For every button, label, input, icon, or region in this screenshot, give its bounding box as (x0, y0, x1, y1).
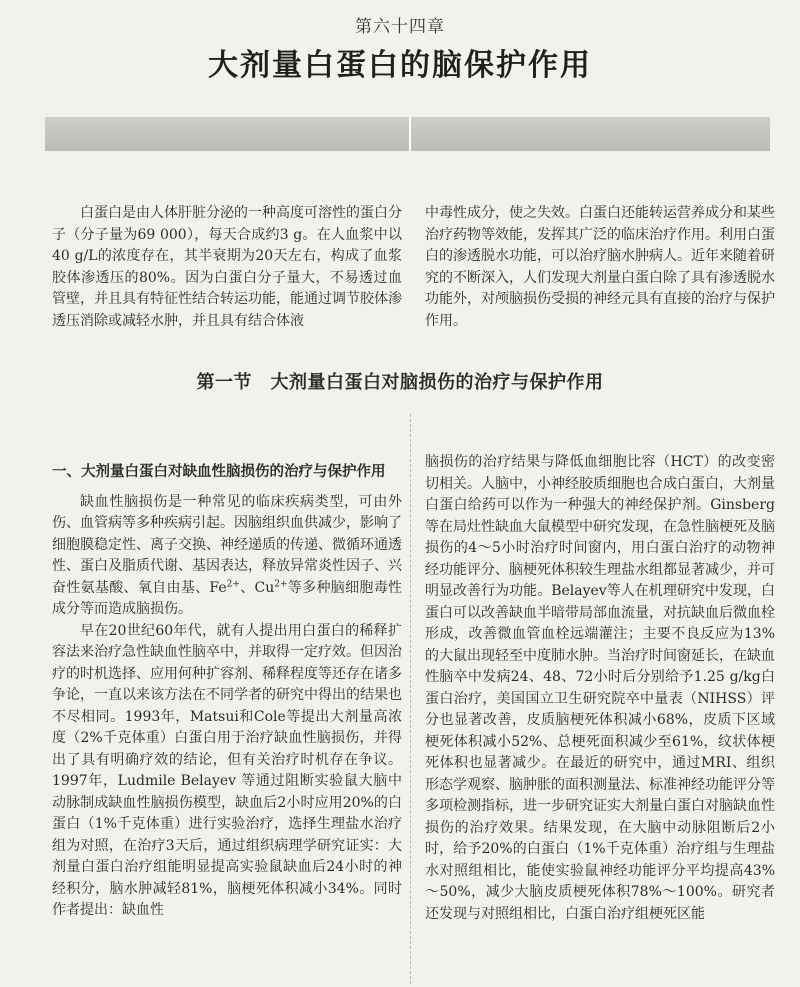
section-title: 第一节 大剂量白蛋白对脑损伤的治疗与保护作用 (196, 372, 604, 393)
intro-paragraph-continued: 中毒性成分，使之失效。白蛋白还能转运营养成分和某些治疗药物等效能，发挥其广泛的临床治疗作用。利用白蛋白的渗透脱水功能，可以治疗脑水肿病人。近年来随着研究的不断深入，人们发现大剂量白蛋白除了具有渗透脱水功能外，对颅脑损伤受损的神经元具有直接的治疗与保护作用。 (425, 205, 775, 329)
chapter-title: 大剂量白蛋白的脑保护作用 (208, 48, 592, 83)
intro-left-column (52, 203, 402, 332)
chapter-number: 第六十四章 (355, 17, 445, 37)
intro-right-column (425, 203, 775, 332)
column-separator (410, 414, 411, 984)
body-right-column (425, 452, 775, 925)
body-paragraph-1: 缺血性脑损伤是一种常见的临床疾病类型，可由外伤、血管病等多种疾病引起。因脑组织血供减少，影响了细胞膜稳定性、离子交换、神经递质的传递、微循环通透性、蛋白及脂质代谢、基因表达，释放异常炎性因子、兴奋性氨基酸、氧自由基、$Fe^{2+}$、$Cu^{2+}$等多种脑细胞毒性成分等而造成脑损伤。 (52, 493, 403, 617)
body-left-column (52, 462, 402, 922)
band-divider (409, 117, 411, 153)
body-paragraph-3: 脑损伤的治疗结果与降低血细胞比容（HCT）的改变密切相关。人脑中，小神经胶质细胞也合成白蛋白，大剂量白蛋白给药可以作为一种强大的神经保护剂。Ginsberg等在局灶性缺血大鼠模型中研究发现，在急性脑梗死及脑损伤的4～5小时治疗时间窗内，用白蛋白治疗的动物神经功能评分、脑梗死体积较生理盐水组都显著减少，并可明显改善行为功能。Belayev等人在机理研究中发现，白蛋白可以改善缺血半暗带局部血流量，对抗缺血后微血栓形成，改善微血管血栓远端灌注；主要不良反应为13%的大鼠出现轻至中度肺水肿。当治疗时间窗延长，在缺血性脑卒中发病24、48、72小时后分别给予1.25 g/kg白蛋白治疗，美国国立卫生研究院卒中量表（NIHSS）评分也显著改善，皮质脑梗死体积减小68%，皮质下区域梗死体积减小52%、总梗死面积减少至61%，纹状体梗死体积也显著减少。在最近的研究中，通过MRI、组织形态学观察、脑肿胀的面积测量法、标准神经功能评分等多项检测指标，进一步研究证实大剂量白蛋白对脑缺血性损伤的治疗效果。结果发现，在大脑中动脉阻断后2小时，给予20%的白蛋白（1%千克体重）治疗组与生理盐水对照组相比，能使实验鼠神经功能评分平均提高43%～50%，减少大脑皮质梗死体积78%～100%。研究者还发现与对照组相比，白蛋白治疗组梗死区能 (425, 454, 775, 922)
body-paragraph-2: 早在20世纪60年代，就有人提出用白蛋白的稀释扩容法来治疗急性缺血性脑卒中，并取得一定疗效。但因治疗的时机选择、应用何种扩容剂、稀释程度等还存在诸多争论，一直以来该方法在不同学者的研究中得出的结果也不尽相同。1993年，Matsui和Cole等提出大剂量高浓度（2%千克体重）白蛋白用于治疗缺血性脑损伤，并得出了具有明确疗效的结论，但有关治疗时机存在争议。1997年，Ludmile Belayev 等通过阻断实验鼠大脑中动脉制成缺血性脑损伤模型，缺血后2小时应用20%的白蛋白（1%千克体重）进行实验治疗，选择生理盐水治疗组为对照，在治疗3天后，通过组织病理学研究证实：大剂量白蛋白治疗组能明显提高实验鼠缺血后24小时的神经积分，脑水肿减轻81%，脑梗死体积减小34%。同时作者提出：缺血性 (52, 622, 402, 918)
subsection-title: 一、大剂量白蛋白对缺血性脑损伤的治疗与保护作用 (52, 464, 386, 480)
intro-paragraph: 白蛋白是由人体肝脏分泌的一种高度可溶性的蛋白分子（分子量为69 000），每天合成约3 g。在人血浆中以40 g/L的浓度存在，其半衰期为20天左右，构成了血浆胶体渗透压的80%。因为白蛋白分子量大，不易透过血管壁，并且具有特征性结合转运功能，能通过调节胶体渗透压消除或减轻水肿，并且具有结合体液 (52, 205, 402, 329)
title-band (45, 117, 770, 151)
